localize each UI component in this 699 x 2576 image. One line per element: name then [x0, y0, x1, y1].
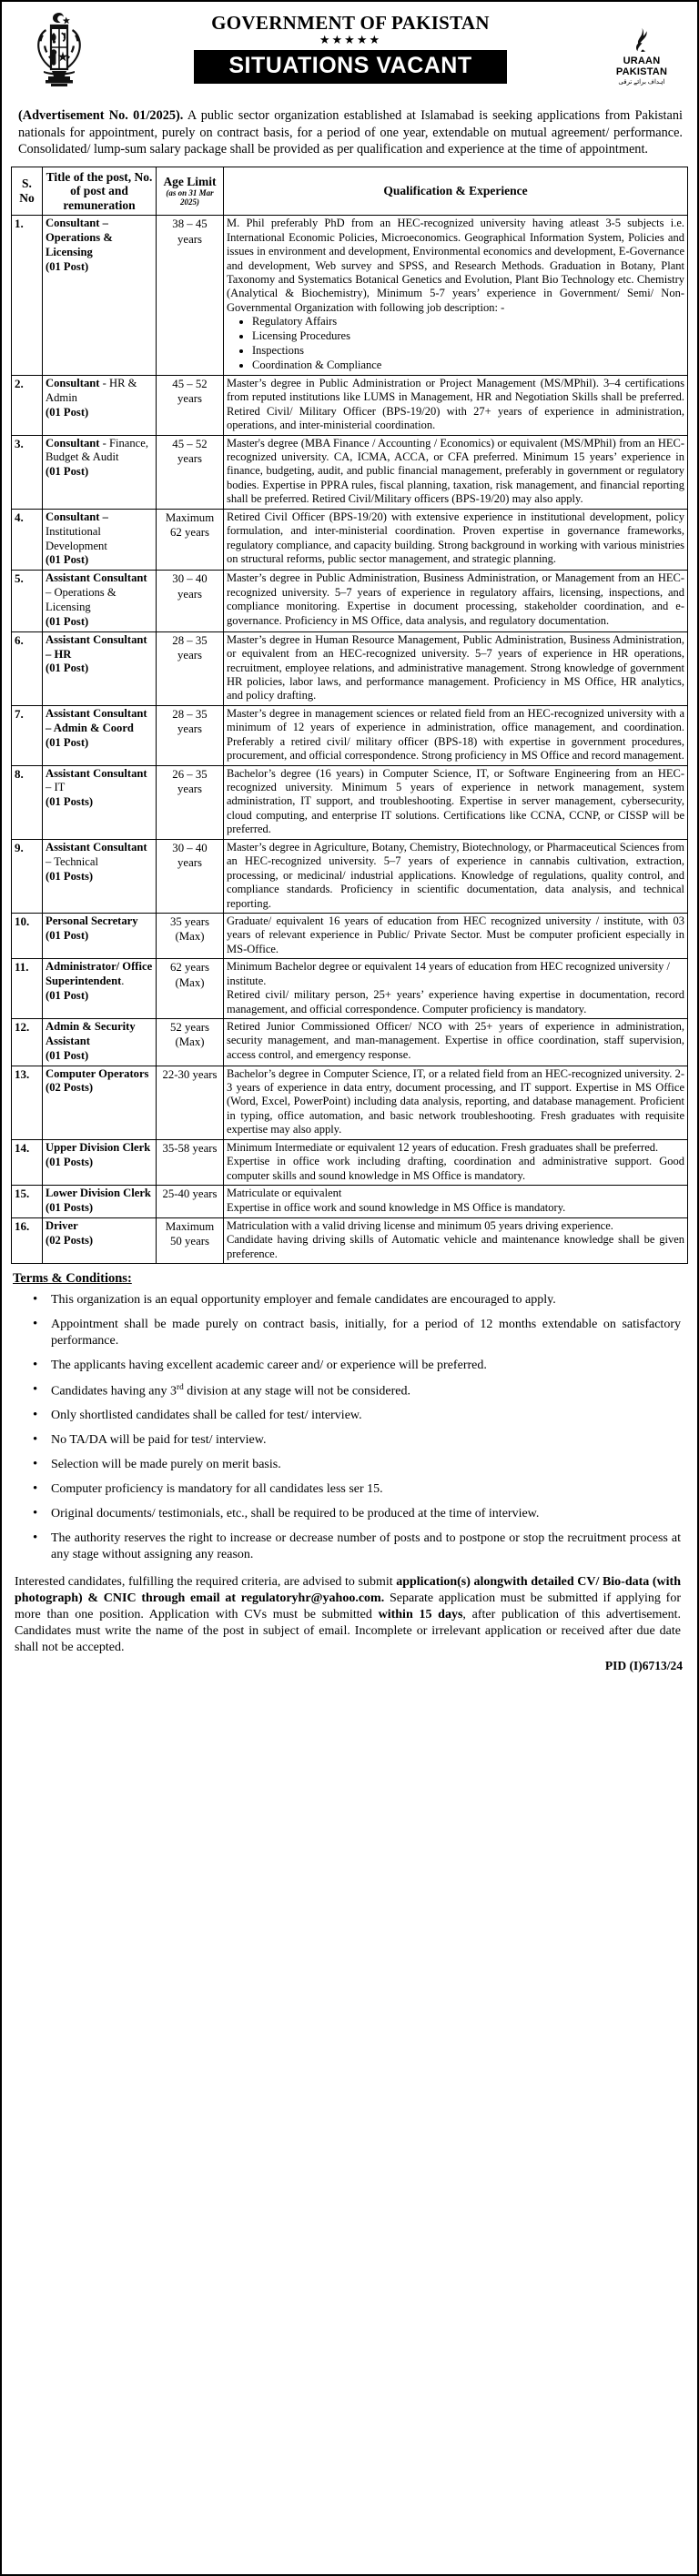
- header-post-title: Title of the post, No. of post and remuneration: [43, 167, 157, 216]
- terms-item: • The authority reserves the right to increase or decrease number of posts and to postpone or stop the recruitment process at any stage without assigning any reason.: [33, 1530, 681, 1563]
- cell-post-title: [43, 631, 157, 705]
- post-count: (01 Post): [46, 1048, 89, 1062]
- table-row: [12, 571, 688, 631]
- cell-qualification: [224, 913, 688, 958]
- post-count: (01 Post): [46, 928, 89, 942]
- cell-serial-no: 1.: [12, 216, 43, 376]
- uraan-pakistan-logo: [603, 11, 681, 86]
- terms-item: • Selection will be made purely on merit basis.: [33, 1457, 681, 1473]
- cell-serial-no: 16.: [12, 1217, 43, 1263]
- qualification-text-secondary: Retired civil/ military person, 25+ years’ experience having expertise in documentation, record management, and official correspondence. Computer proficiency is mandatory.: [227, 988, 684, 1015]
- cell-post-title: [43, 435, 157, 509]
- post-count: (01 Post): [46, 553, 89, 567]
- cell-age-limit: 30 – 40 years: [157, 571, 224, 631]
- header-qualification: Qualification & Experience: [224, 167, 688, 216]
- cell-serial-no: 7.: [12, 705, 43, 765]
- cell-post-title: [43, 1186, 157, 1218]
- header-titles: [98, 11, 603, 84]
- cell-age-limit: 22-30 years: [157, 1066, 224, 1139]
- intro-paragraph: [18, 107, 683, 158]
- cell-age-limit: 35-58 years: [157, 1139, 224, 1185]
- terms-list: [33, 1292, 681, 1563]
- cell-qualification: [224, 571, 688, 631]
- cell-qualification: [224, 959, 688, 1019]
- table-row: [12, 1066, 688, 1139]
- cell-age-limit: 45 – 52 years: [157, 435, 224, 509]
- cell-serial-no: 14.: [12, 1139, 43, 1185]
- post-count: (01 Post): [46, 735, 89, 749]
- job-description-list: [239, 315, 684, 373]
- post-title-bold: Consultant –: [46, 510, 108, 523]
- cell-age-limit: 28 – 35 years: [157, 705, 224, 765]
- post-count: (01 Post): [46, 259, 89, 273]
- cell-serial-no: 5.: [12, 571, 43, 631]
- post-count: (01 Posts): [46, 1155, 94, 1168]
- post-count: (01 Posts): [46, 795, 94, 809]
- cell-post-title: [43, 705, 157, 765]
- post-title-bold: Consultant – Operations & Licensing: [46, 217, 113, 258]
- cell-post-title: [43, 1139, 157, 1185]
- cell-age-limit: Maximum 50 years: [157, 1217, 224, 1263]
- post-title-bold: Assistant Consultant – HR: [46, 632, 147, 661]
- uraan-bird-icon: [603, 27, 681, 55]
- table-row: [12, 375, 688, 435]
- qualification-text: Graduate/ equivalent 16 years of education from HEC recognized university / institute, with 03 years of relevant experience in Public/ Private Sector. Must be computer proficient especially in MS-Office.: [227, 914, 684, 955]
- post-count: (01 Posts): [46, 1200, 94, 1214]
- table-row: [12, 631, 688, 705]
- cell-serial-no: 4.: [12, 509, 43, 570]
- header-age-limit-note: (as on 31 Mar 2025): [166, 187, 214, 207]
- cell-qualification: [224, 839, 688, 913]
- qualification-text: Master’s degree in Human Resource Management, Public Administration, Business Administration, or equivalent from an HEC-recognized university. 5–7 years of experience in HR operations, recruitment, employee relations, and administrative management. Strong knowledge of government HR policies, labor laws, and performance management. Proficiency in MS Office, HR analytics, and policy drafting.: [227, 632, 684, 702]
- cell-post-title: [43, 1217, 157, 1263]
- cell-serial-no: 6.: [12, 631, 43, 705]
- cell-serial-no: 15.: [12, 1186, 43, 1218]
- post-title-rest: Institutional Development: [46, 524, 107, 552]
- post-title-bold: Consultant: [46, 376, 100, 389]
- post-count: (02 Posts): [46, 1081, 94, 1095]
- cell-qualification: [224, 375, 688, 435]
- qualification-text-secondary: Expertise in office work and sound knowledge in MS Office is mandatory.: [227, 1200, 566, 1214]
- table-row: [12, 705, 688, 765]
- qualification-text: Retired Junior Commissioned Officer/ NCO with 25+ years of experience in administration, security management, and man-management. Expertise in office coordination, staff supervision, access control, and emergency response.: [227, 1020, 684, 1061]
- job-description-item: • Inspections: [252, 344, 684, 359]
- table-row: [12, 216, 688, 376]
- qualification-text: Minimum Bachelor degree or equivalent 14 years of education from HEC recognized university / institute.: [227, 960, 670, 987]
- cell-qualification: [224, 1139, 688, 1185]
- terms-item: • Only shortlisted candidates shall be called for test/ interview.: [33, 1408, 681, 1424]
- header-age-limit: [157, 167, 224, 216]
- table-row: [12, 1019, 688, 1066]
- uraan-logo-urdu-text: اہداف برائے ترقی: [618, 78, 665, 86]
- table-row: [12, 1186, 688, 1218]
- job-description-item: • Regulatory Affairs: [252, 315, 684, 329]
- uraan-logo-text: [603, 56, 681, 77]
- cell-age-limit: 45 – 52 years: [157, 375, 224, 435]
- qualification-text: Retired Civil Officer (BPS-19/20) with extensive experience in institutional development, policy formulation, and inter-ministerial coordination. Proven expertise in governance frameworks, regulatory compliance, and capacity building. Strong background in working with various ministries on structural reforms, public sector management, and strategic planning.: [227, 510, 685, 566]
- qualification-text: M. Phil preferably PhD from an HEC-recognized university having atleast 3-5 subjects i.e. International Economic Policies, Microeconomics. Geographical Information System, Policies and issues in environment and development, Environmental economics and development, E-Governance and development, Web survey and SPSS, and Research Methods. Graduation in Botany, Plant Taxonomy and Systematics Botanical Genetics and Evolution, Plant Bio Technology etc. Chemistry (Analytical & Biochemistry), Minimum 5-7 years’ experience in Government/ Semi/ Non-Governmental Organization with following job description: -: [227, 217, 684, 314]
- post-count: (01 Post): [46, 405, 89, 419]
- table-body: [12, 216, 688, 1264]
- deadline-bold: within 15 days: [378, 1608, 463, 1622]
- pakistan-state-emblem-icon: [20, 11, 98, 95]
- job-description-item: • Coordination & Compliance: [252, 359, 684, 373]
- header-serial-no: S. No: [12, 167, 43, 216]
- cell-qualification: [224, 765, 688, 839]
- terms-heading: Terms & Conditions:: [13, 1271, 132, 1287]
- post-title-bold: Assistant Consultant: [46, 840, 147, 854]
- cell-qualification: [224, 631, 688, 705]
- cell-qualification: [224, 509, 688, 570]
- post-title-rest: .: [121, 975, 125, 988]
- table-row: [12, 435, 688, 509]
- terms-item: • Original documents/ testimonials, etc., shall be required to be produced at the time of interview.: [33, 1506, 681, 1522]
- qualification-text: Bachelor’s degree in Computer Science, IT, or a related field from an HEC-recognized university. 2-3 years of experience in data entry, document processing, and IT support. Expertise in MS Office (Word, Excel, PowerPoint) including data analysis, reporting, and database management. Proficient in typing, office automation, and basic network troubleshooting. Fresh graduates with requisite expertise may also apply.: [227, 1066, 684, 1136]
- situations-vacant-banner: SITUATIONS VACANT: [194, 50, 506, 84]
- post-title-bold: Assistant Consultant: [46, 571, 147, 585]
- cell-post-title: [43, 1066, 157, 1139]
- table-row: [12, 509, 688, 570]
- post-title-rest: – Technical: [46, 854, 98, 868]
- cell-age-limit: 25-40 years: [157, 1186, 224, 1218]
- terms-item: • Computer proficiency is mandatory for all candidates less ser 15.: [33, 1481, 681, 1498]
- post-count: (01 Posts): [46, 869, 94, 883]
- pid-number: PID (I)6713/24: [604, 1658, 683, 1672]
- cell-qualification: [224, 435, 688, 509]
- cell-qualification: [224, 705, 688, 765]
- post-title-rest: – IT: [46, 781, 66, 794]
- job-description-item: • Licensing Procedures: [252, 329, 684, 344]
- closing-part2: Separate application must be submitted if applying for more than one position. Application with CVs must be submitted: [15, 1591, 681, 1622]
- post-title-rest: – Operations & Licensing: [46, 586, 116, 613]
- cell-serial-no: 10.: [12, 913, 43, 958]
- cell-serial-no: 3.: [12, 435, 43, 509]
- qualification-text-secondary: Expertise in office work including drafting, coordination and administrative support. Good computer skills and sound knowledge in MS Office is mandatory.: [227, 1155, 684, 1182]
- table-row: [12, 1139, 688, 1185]
- table-row: [12, 839, 688, 913]
- terms-item: • Candidates having any 3rd division at any stage will not be considered.: [33, 1382, 681, 1400]
- cell-post-title: [43, 571, 157, 631]
- cell-age-limit: 35 years (Max): [157, 913, 224, 958]
- post-title-bold: Admin & Security Assistant: [46, 1020, 136, 1047]
- cell-post-title: [43, 509, 157, 570]
- post-title-bold: Assistant Consultant: [46, 766, 147, 780]
- cell-age-limit: 62 years (Max): [157, 959, 224, 1019]
- table-row: [12, 959, 688, 1019]
- cell-serial-no: 13.: [12, 1066, 43, 1139]
- qualification-text: Minimum Intermediate or equivalent 12 years of education. Fresh graduates shall be preferred.: [227, 1140, 659, 1154]
- post-title-bold: Assistant Consultant – Admin & Coord: [46, 706, 147, 734]
- terms-item: • This organization is an equal opportunity employer and female candidates are encouraged to apply.: [33, 1292, 681, 1308]
- government-title: GOVERNMENT OF PAKISTAN: [211, 12, 490, 34]
- cell-serial-no: 9.: [12, 839, 43, 913]
- page-header: [11, 7, 688, 95]
- cell-age-limit: 38 – 45 years: [157, 216, 224, 376]
- qualification-text: Bachelor’s degree (16 years) in Computer Science, IT, or Software Engineering from an HEC-recognized university. Minimum 5 years of experience in network management, system administration, IT support, and troubleshooting. Expertise in server management, cybersecurity, cloud computing, and enterprise IT solutions. Certifications like CCNA, CCNP, or CISSP will be preferred.: [227, 766, 684, 836]
- table-row: [12, 765, 688, 839]
- post-title-bold: Upper Division Clerk: [46, 1140, 151, 1154]
- table-row: [12, 913, 688, 958]
- cell-post-title: [43, 216, 157, 376]
- cell-qualification: [224, 216, 688, 376]
- post-count: (01 Post): [46, 614, 89, 628]
- cell-serial-no: 11.: [12, 959, 43, 1019]
- uraan-line1: URAAN: [623, 56, 661, 66]
- cell-post-title: [43, 839, 157, 913]
- stars-decoration: ★★★★★: [319, 33, 382, 47]
- table-row: [12, 1217, 688, 1263]
- post-title-bold: Lower Division Clerk: [46, 1187, 151, 1200]
- qualification-text: Master’s degree in Public Administration or Project Management (MS/MPhil). 3–4 certifications from reputed institutions like LUMS in Management, HR and Negotiation Skills shall be preferred. Retired Civil/ Military Officer (BPS-19/20) with 27+ years of experience in administration, operations, and inter-ministerial coordination.: [227, 376, 684, 432]
- table-header-row: [12, 167, 688, 216]
- cell-serial-no: 12.: [12, 1019, 43, 1066]
- post-title-bold: Consultant: [46, 436, 100, 450]
- cell-post-title: [43, 375, 157, 435]
- post-title-bold: Driver: [46, 1218, 78, 1232]
- post-title-bold: Personal Secretary: [46, 914, 138, 927]
- qualification-text: Matriculate or equivalent: [227, 1187, 342, 1200]
- cell-qualification: [224, 1186, 688, 1218]
- header-age-limit-main: Age Limit: [163, 175, 217, 189]
- post-count: (01 Post): [46, 662, 89, 675]
- cell-age-limit: 52 years (Max): [157, 1019, 224, 1066]
- closing-part1: Interested candidates, fulfilling the required criteria, are advised to submit: [15, 1574, 397, 1589]
- cell-post-title: [43, 1019, 157, 1066]
- post-count: (01 Post): [46, 989, 89, 1002]
- vacancies-table: [11, 167, 688, 1264]
- cell-serial-no: 8.: [12, 765, 43, 839]
- advertisement-number: (Advertisement No. 01/2025).: [18, 108, 184, 123]
- cell-post-title: [43, 959, 157, 1019]
- cell-age-limit: Maximum 62 years: [157, 509, 224, 570]
- post-count: (02 Posts): [46, 1233, 94, 1247]
- intro-text: A public sector organization established at Islamabad is seeking applications from Pakistani nationals for appointment, purely on contract basis, for a period of one year, extendable on mutual agreement/ performance. Consolidated/ lump-sum salary package shall be provided as per qualification and experience at the time of appointment.: [18, 108, 683, 157]
- cell-age-limit: 26 – 35 years: [157, 765, 224, 839]
- terms-item: • The applicants having excellent academic career and/ or experience will be preferred.: [33, 1358, 681, 1374]
- cell-post-title: [43, 913, 157, 958]
- cell-qualification: [224, 1217, 688, 1263]
- qualification-text: Matriculation with a valid driving license and minimum 05 years driving experience.: [227, 1218, 613, 1232]
- qualification-text: Master's degree (MBA Finance / Accounting / Economics) or equivalent (MS/MPhil) from an HEC-recognized university. CA, ICMA, ACCA, or CFA preferred. Minimum 15 years’ experience in finance, budgeting, audit, and public financial management, preferably in government or regulatory bodies. Expertise in PPRA rules, fiscal planning, taxation, risk management, and financial reporting shall be preferred. Retired Civil/Military officers (BPS-19/20) may also apply.: [227, 436, 684, 506]
- post-title-bold: Computer Operators: [46, 1066, 149, 1080]
- closing-part3: , after publication of this advertisement. Candidates must write the name of the post in subject of email. Incomplete or irrelevant application or received after due date shall not be accepted.: [15, 1608, 682, 1655]
- closing-paragraph: [15, 1574, 681, 1657]
- cell-post-title: [43, 765, 157, 839]
- post-title-rest: - HR & Admin: [46, 376, 137, 404]
- post-count: (01 Post): [46, 465, 89, 479]
- terms-item: • Appointment shall be made purely on contract basis, initially, for a period of 12 months extendable on satisfactory performance.: [33, 1317, 681, 1349]
- qualification-text: Master’s degree in management sciences or related field from an HEC-recognized university with a minimum of 12 years of experience in administration, office management, and coordination. Preferably a retired civil/ military officer (BPS-18) with expertise in government procedures, procurement, and official correspondence. Strong proficiency in MS Office and record management.: [227, 706, 684, 763]
- cell-serial-no: 2.: [12, 375, 43, 435]
- application-instructions-bold: application(s) alongwith detailed CV/ Bio-data (with photograph) & CNIC through email at regulatoryhr@yahoo.com.: [15, 1574, 681, 1605]
- qualification-text: Master’s degree in Public Administration, Business Administration, or Management from an HEC-recognized university. 5–7 years of experience in regulatory affairs, licensing, inspections, and compliance monitoring. Expertise in document processing, stakeholder coordination, and e-governance. Proficiency in MS Office, data analysis, and regulatory documentation.: [227, 571, 684, 627]
- uraan-line2: PAKISTAN: [615, 66, 668, 77]
- post-title-bold: Administrator/ Office Superintendent: [46, 960, 153, 988]
- qualification-text: Master’s degree in Agriculture, Botany, Chemistry, Biotechnology, or Pharmaceutical Sciences from an HEC-recognized university. 5–7 years of experience in cannabis cultivation, extraction, processing, or medicinal/ industrial applications. Knowledge of regulations, quality control, and compliance standards. Proficiency in scientific documentation, data analysis, and technical reporting.: [227, 840, 684, 910]
- post-title-rest: - Finance, Budget & Audit: [46, 436, 149, 464]
- terms-item: • No TA/DA will be paid for test/ interview.: [33, 1432, 681, 1449]
- cell-qualification: [224, 1019, 688, 1066]
- cell-age-limit: 30 – 40 years: [157, 839, 224, 913]
- cell-qualification: [224, 1066, 688, 1139]
- qualification-text-secondary: Candidate having driving skills of Automatic vehicle and maintenance knowledge shall be given preference.: [227, 1233, 684, 1260]
- cell-age-limit: 28 – 35 years: [157, 631, 224, 705]
